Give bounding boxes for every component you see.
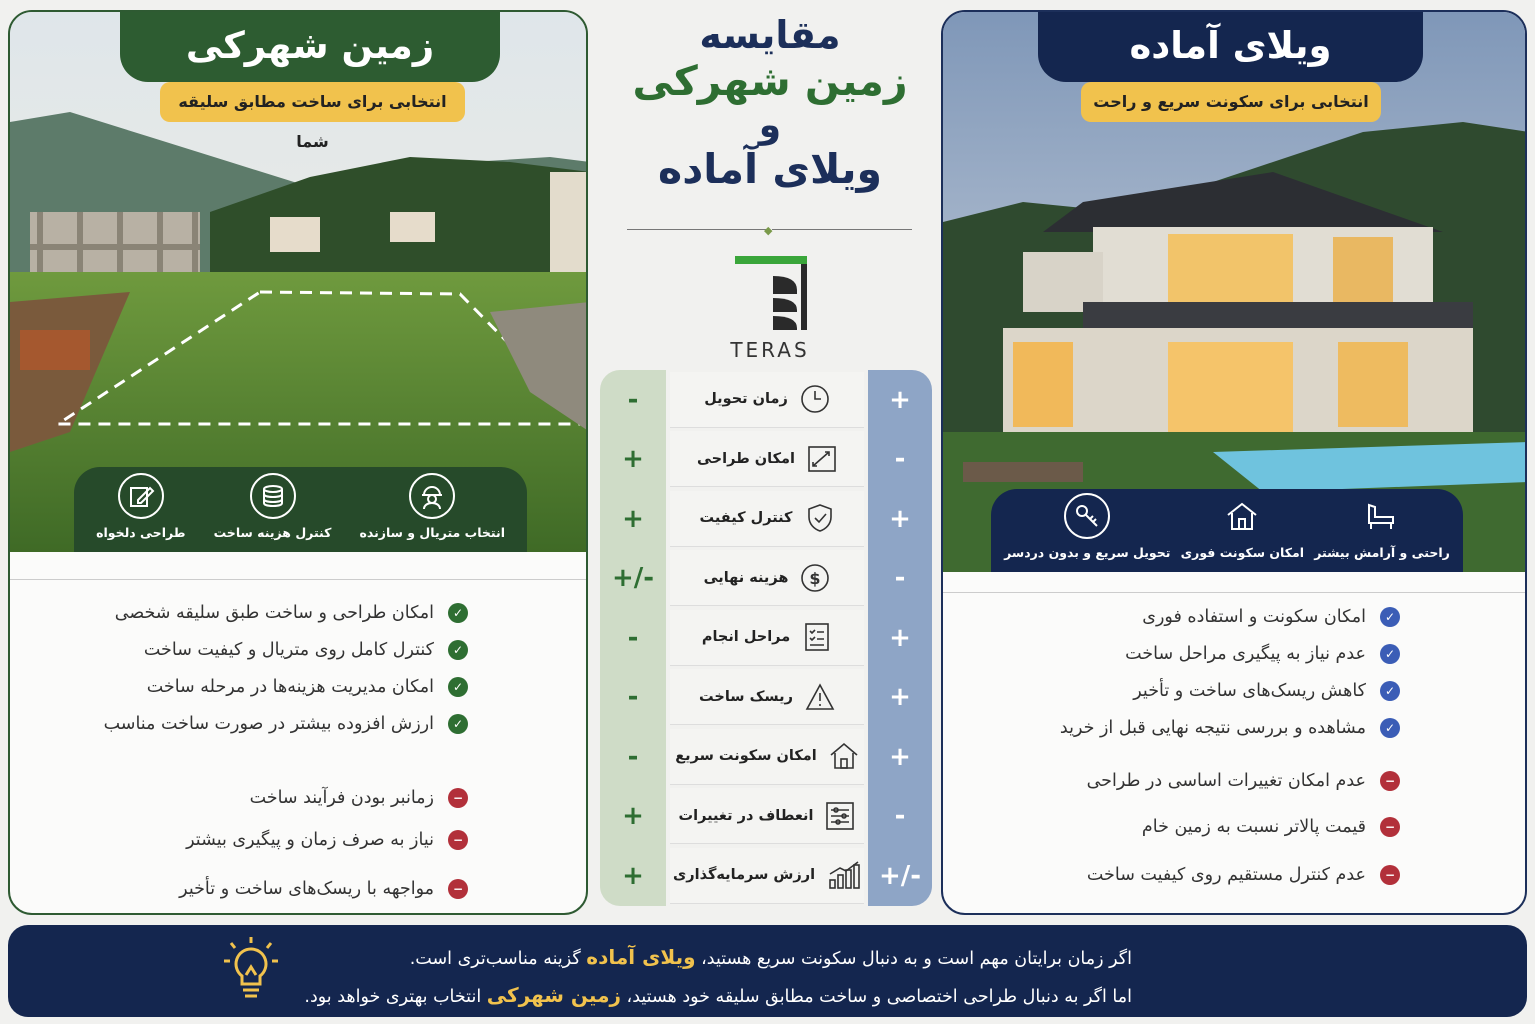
house-icon — [1219, 493, 1265, 539]
land-rating: - — [627, 741, 639, 772]
land-rating: - — [627, 682, 639, 712]
land-rating: + — [622, 503, 644, 534]
feature-material — [359, 473, 505, 540]
land-rating: - — [627, 384, 639, 415]
land-feature-bar — [74, 467, 527, 552]
key-icon — [1064, 493, 1110, 539]
shield-check-icon — [805, 503, 835, 533]
check-icon: ✓ — [1380, 718, 1400, 738]
list-item: − عدم امکان تغییرات اساسی در طراحی — [1060, 762, 1400, 799]
worker-icon — [409, 473, 455, 519]
check-icon: ✓ — [1380, 607, 1400, 627]
conclusion-line-2: اما اگر به دنبال طراحی اختصاصی و ساخت مطابق سلیقه خود هستید، زمین شهرکی انتخاب بهتری خواهد بود. — [304, 983, 1132, 1007]
criterion-cell — [670, 729, 864, 785]
criterion-cell — [670, 788, 864, 844]
blueprint-icon — [807, 444, 837, 474]
land-rating: +/- — [611, 563, 655, 593]
feature-label: تحویل سریع و بدون دردسر — [1004, 545, 1171, 560]
feature-delivery — [1004, 493, 1170, 560]
comparison-row — [600, 846, 932, 905]
svg-text:$: $ — [809, 568, 822, 588]
feature-cost — [214, 473, 332, 540]
land-panel — [8, 10, 588, 915]
coins-icon — [250, 473, 296, 519]
criterion-cell — [670, 372, 864, 428]
minus-icon: − — [448, 879, 468, 899]
minus-icon: − — [448, 830, 468, 850]
heading-rule-right — [772, 229, 912, 230]
criterion-cell — [670, 848, 864, 904]
criterion-label: امکان طراحی — [696, 450, 796, 467]
list-item: − مواجهه با ریسک‌های ساخت و تأخیر — [104, 863, 468, 915]
criterion-label: ریسک ساخت — [699, 688, 793, 705]
villa-rating: + — [889, 741, 911, 772]
land-rating: + — [622, 444, 644, 474]
comparison-row — [600, 489, 932, 548]
villa-divider — [943, 592, 1525, 593]
list-item: − قیمت پالاتر نسبت به زمین خام — [1060, 799, 1400, 854]
comparison-row — [600, 668, 932, 727]
clock-icon — [800, 384, 830, 414]
logo-text: TERAS — [730, 338, 810, 362]
villa-feature-bar — [991, 489, 1463, 572]
check-icon: ✓ — [448, 603, 468, 623]
villa-rating: - — [894, 444, 906, 474]
list-item: ✓ امکان سکونت و استفاده فوری — [1060, 598, 1400, 635]
villa-rating: + — [889, 503, 911, 534]
heading-rule-left — [627, 229, 767, 230]
criterion-label: زمان تحویل — [704, 391, 788, 407]
comparison-row — [600, 370, 932, 429]
house-icon — [829, 741, 859, 771]
check-icon: ✓ — [448, 714, 468, 734]
conclusion-footer — [8, 925, 1527, 1017]
criterion-cell — [670, 550, 864, 606]
list-item: ✓ عدم نیاز به پیگیری مراحل ساخت — [1060, 635, 1400, 672]
criterion-label: مراحل انجام — [701, 629, 791, 645]
check-icon: ✓ — [448, 640, 468, 660]
villa-rating: + — [889, 682, 911, 712]
villa-subtitle: انتخابی برای سکونت سریع و راحت — [1081, 82, 1381, 122]
comparison-row — [600, 430, 932, 489]
check-icon: ✓ — [448, 677, 468, 697]
feature-label: کنترل هزینه ساخت — [213, 525, 332, 540]
criterion-cell — [670, 491, 864, 547]
criterion-label: امکان سکونت سریع — [675, 748, 817, 764]
diamond-ornament-icon: ◆ — [764, 224, 773, 237]
center-heading — [600, 14, 940, 193]
comparison-row — [600, 787, 932, 846]
check-icon: ✓ — [1380, 681, 1400, 701]
land-subtitle: انتخابی برای ساخت مطابق سلیقه شما — [160, 82, 465, 122]
villa-rating: + — [889, 622, 911, 653]
comparison-row — [600, 549, 932, 608]
feature-label: انتخاب متریال و سازنده — [359, 525, 505, 540]
villa-title: ویلای آماده — [1038, 12, 1423, 82]
dollar-icon — [800, 563, 830, 593]
list-item: ✓ مشاهده و بررسی نتیجه نهایی قبل از خرید — [1060, 709, 1400, 746]
feature-label: امکان سکونت فوری — [1180, 545, 1305, 560]
criterion-label: هزینه نهایی — [703, 569, 789, 586]
teras-logo — [715, 250, 825, 362]
villa-rating: +/- — [878, 860, 922, 891]
feature-label: راحتی و آرامش بیشتر — [1314, 545, 1450, 560]
criterion-cell — [670, 431, 864, 487]
lounge-chair-icon — [1359, 493, 1405, 539]
list-item: ✓ ارزش افزوده بیشتر در صورت ساخت مناسب — [104, 705, 468, 742]
land-rating: + — [622, 860, 644, 891]
teras-logo-mark — [725, 250, 815, 332]
minus-icon: − — [1380, 865, 1400, 885]
check-icon: ✓ — [1380, 644, 1400, 664]
criterion-label: کنترل کیفیت — [699, 510, 793, 526]
land-title: زمین شهرکی — [120, 12, 500, 82]
minus-icon: − — [448, 788, 468, 808]
list-item: − عدم کنترل مستقیم روی کیفیت ساخت — [1060, 854, 1400, 896]
comparison-table — [600, 370, 932, 906]
lightbulb-icon — [216, 935, 286, 1009]
villa-rating: - — [894, 801, 906, 831]
criterion-label: انعطاف در تغییرات — [678, 807, 814, 824]
feature-move-in — [1181, 493, 1304, 560]
sliders-icon — [825, 801, 855, 831]
list-item: − زمانبر بودن فرآیند ساخت — [104, 779, 468, 816]
land-pros-cons — [104, 594, 468, 915]
comparison-row — [600, 608, 932, 667]
list-item: ✓ امکان طراحی و ساخت طبق سلیقه شخصی — [104, 594, 468, 631]
list-item: ✓ کنترل کامل روی متریال و کیفیت ساخت — [104, 631, 468, 668]
list-item: − نیاز به صرف زمان و پیگیری بیشتر — [104, 816, 468, 863]
conclusion-line-1: اگر زمان برایتان مهم است و به دنبال سکونت سریع هستید، ویلای آماده گزینه مناسب‌تری است. — [409, 945, 1132, 969]
heading-line-4: ویلای آماده — [658, 145, 882, 194]
land-divider — [10, 579, 586, 580]
villa-rating: + — [889, 384, 911, 415]
heading-line-3: و — [758, 104, 782, 146]
comparison-row — [600, 727, 932, 786]
heading-line-1: مقایسه — [699, 13, 841, 57]
criterion-cell — [670, 669, 864, 725]
feature-label: طراحی دلخواه — [96, 525, 186, 540]
villa-pros-cons — [1060, 598, 1400, 896]
criterion-cell — [670, 610, 864, 666]
minus-icon: − — [1380, 817, 1400, 837]
feature-design — [96, 473, 185, 540]
criterion-label: ارزش سرمایه‌گذاری — [672, 867, 816, 883]
villa-rating: - — [894, 563, 906, 593]
heading-line-2: زمین شهرکی — [632, 56, 908, 105]
growth-chart-icon — [827, 860, 861, 890]
warning-icon — [805, 682, 835, 712]
conclusion-text — [304, 939, 1132, 1015]
minus-icon: − — [1380, 771, 1400, 791]
villa-panel — [941, 10, 1527, 915]
list-item: ✓ امکان مدیریت هزینه‌ها در مرحله ساخت — [104, 668, 468, 705]
land-rating: - — [627, 622, 639, 653]
list-item: ✓ کاهش ریسک‌های ساخت و تأخیر — [1060, 672, 1400, 709]
land-rating: + — [622, 801, 644, 831]
pencil-edit-icon — [118, 473, 164, 519]
feature-comfort — [1314, 493, 1450, 560]
checklist-icon — [802, 622, 832, 652]
